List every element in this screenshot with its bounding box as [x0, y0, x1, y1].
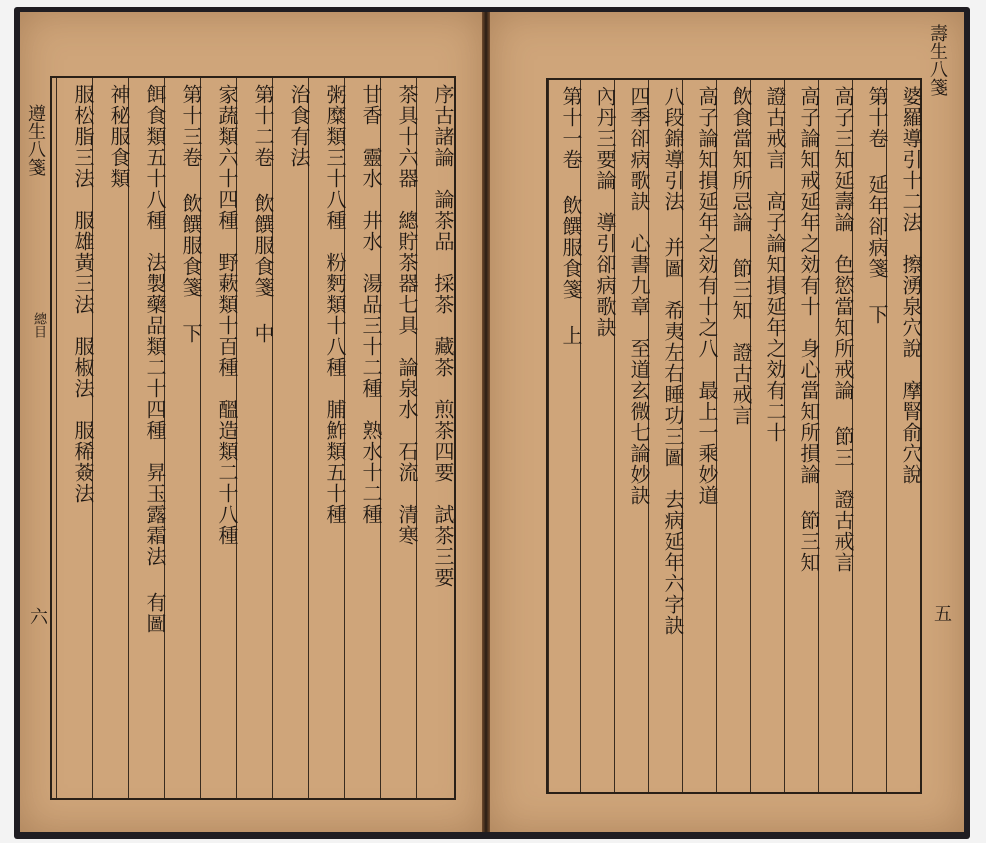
book-spread: [14, 7, 970, 839]
left-column-3: 甘香 靈水 井水 湯品三十二種 熟水十二種: [344, 78, 381, 798]
left-page: [20, 12, 482, 832]
right-column-9: 四季卻病歌訣 心書九章 至道玄微七論妙訣: [614, 80, 649, 792]
book-gutter: [482, 12, 490, 832]
left-column-1: 序古諸論 論茶品 採茶 藏茶 煎茶四要 試茶三要: [416, 78, 453, 798]
left-column-2: 茶具十六器 總貯茶器七具 論泉水 石流 清寒: [380, 78, 417, 798]
left-column-8: 第十三卷 飲饌服食箋 下: [164, 78, 201, 798]
left-margin-label: 總目: [31, 312, 46, 338]
left-column-9: 餌食類五十八種 法製藥品類二十四種 昇玉露霜法 有圖: [128, 78, 165, 798]
right-margin-title: 壽生八箋: [927, 24, 948, 96]
left-margin-title: 遵生八箋: [25, 104, 46, 176]
left-column-4: 粥糜類三十八種 粉麪類十八種 脯鮓類五十種: [308, 78, 345, 798]
right-text-frame: [546, 78, 922, 794]
right-column-10: 內丹三要論 導引卻病歌訣: [580, 80, 615, 792]
left-text-frame: [50, 76, 456, 800]
right-column-6: 飲食當知所忌論 節三知 證古戒言: [716, 80, 751, 792]
right-column-8: 八段錦導引法 并圖 希夷左右睡功三圖 去病延年六字訣: [648, 80, 683, 792]
right-column-7: 高子論知損延年之効有十之八 最上一乘妙道: [682, 80, 717, 792]
left-page-number: 六: [27, 607, 48, 625]
right-column-2: 第十卷 延年卻病箋 下: [852, 80, 887, 792]
right-column-11: 第十一卷 飲饌服食箋 上: [548, 80, 581, 792]
right-column-4: 高子論知戒延年之効有十 身心當知所損論 節三知: [784, 80, 819, 792]
left-column-5: 治食有法: [272, 78, 309, 798]
left-column-10: 神秘服食類: [92, 78, 129, 798]
right-page: [490, 12, 964, 832]
right-column-1: 婆羅導引十二法 擦湧泉穴說 摩腎俞穴說: [886, 80, 921, 792]
left-column-7: 家蔬類六十四種 野蔌類十百種 醞造類二十八種: [200, 78, 237, 798]
right-page-number: 五: [931, 604, 952, 622]
left-column-6: 第十二卷 飲饌服食箋 中: [236, 78, 273, 798]
right-column-5: 證古戒言 高子論知損延年之効有二十: [750, 80, 785, 792]
left-column-11: 服松脂三法 服雄黃三法 服椒法 服稀薟法: [56, 78, 93, 798]
right-column-3: 高子三知延壽論 色慾當知所戒論 節三 證古戒言: [818, 80, 853, 792]
